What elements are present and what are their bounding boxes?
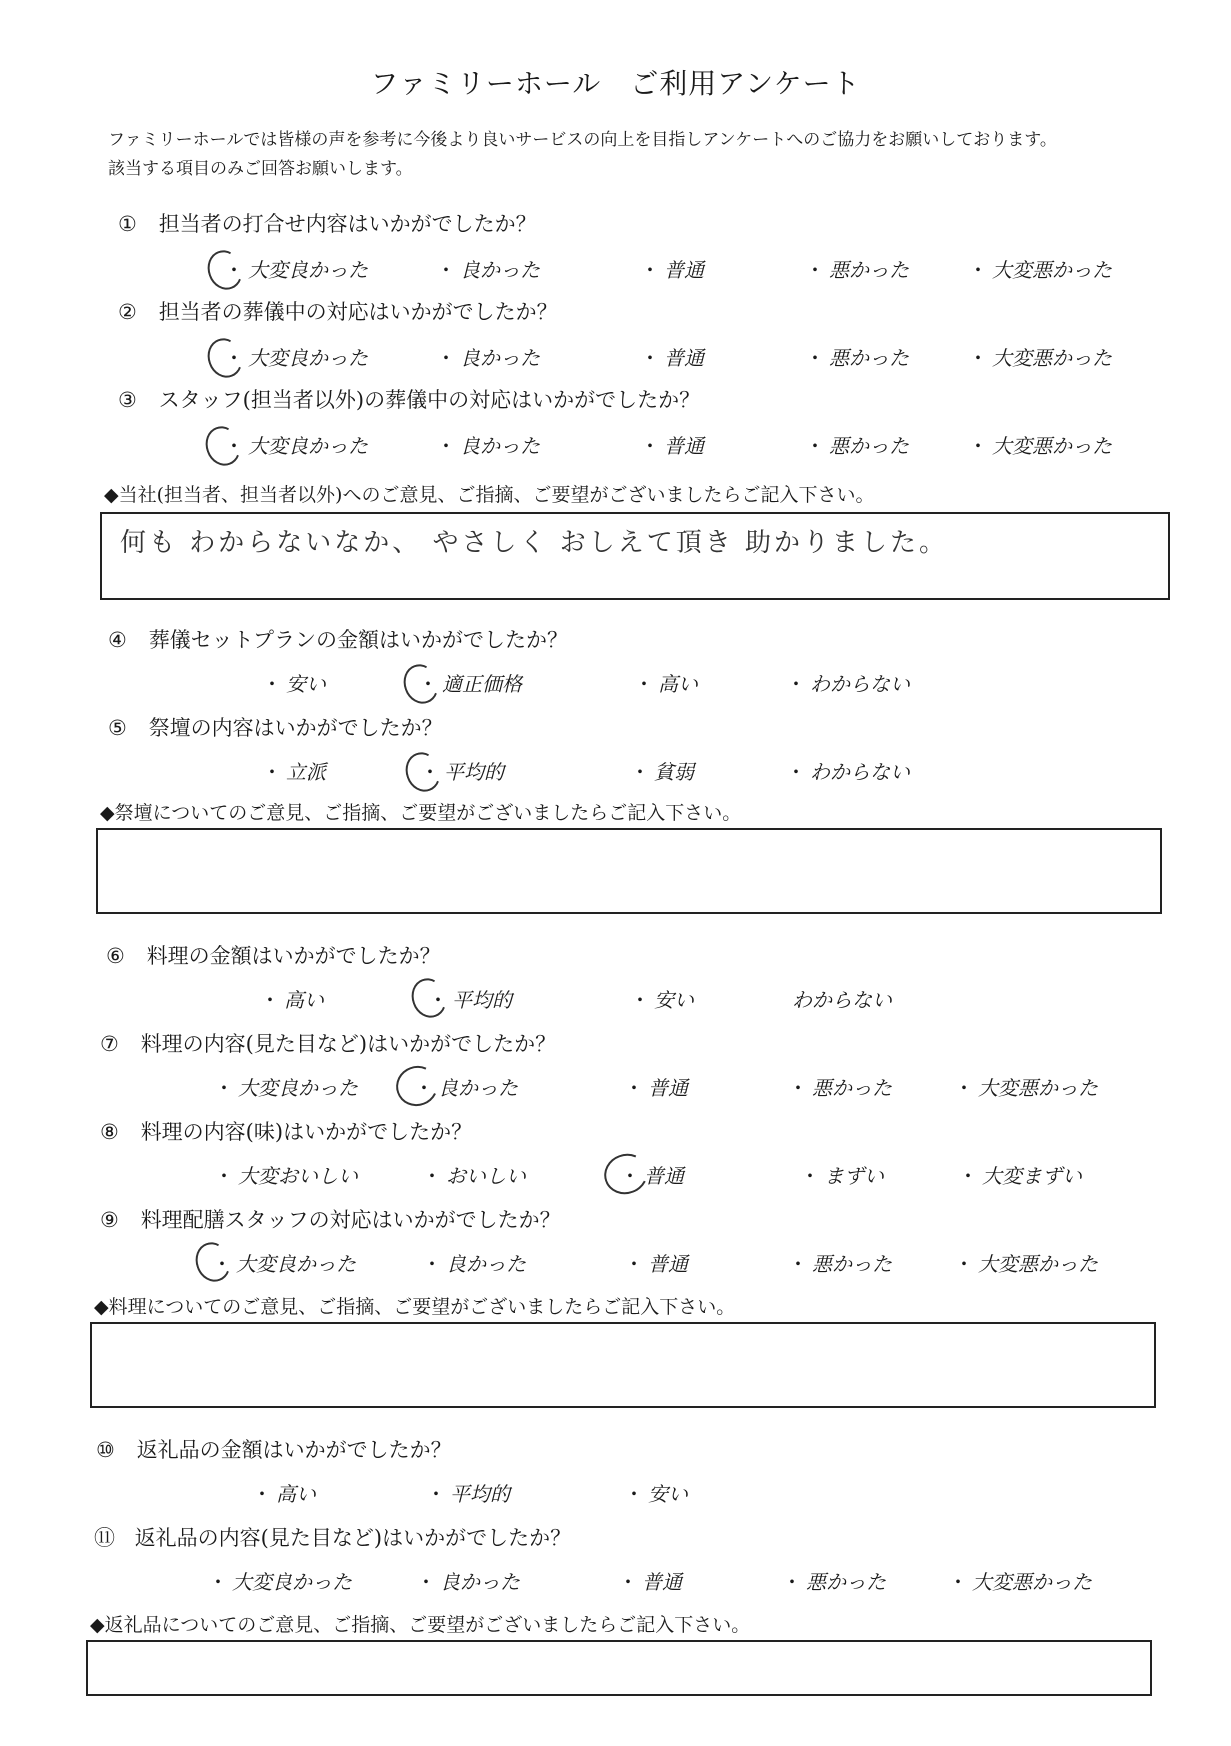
question-number: ⑧ xyxy=(100,1120,119,1144)
option[interactable]: ・ 大変良かった xyxy=(224,434,368,458)
option[interactable]: ・ 平均的 xyxy=(420,760,504,784)
option[interactable]: ・ おいしい xyxy=(422,1164,526,1188)
question-5 xyxy=(108,712,443,742)
question-1-options xyxy=(0,254,1231,284)
option[interactable]: ・ 大変悪かった xyxy=(948,1570,1092,1594)
question-4 xyxy=(108,624,568,654)
question-8 xyxy=(100,1116,472,1146)
option[interactable]: ・ 安い xyxy=(624,1482,688,1506)
comment-label-food: ◆料理についてのご意見、ご指摘、ご要望がございましたらご記入下さい。 xyxy=(94,1296,736,1318)
question-number: ⑪ xyxy=(94,1526,115,1550)
question-7 xyxy=(100,1028,556,1058)
option[interactable]: ・ 良かった xyxy=(436,258,540,282)
question-text: 料理の金額はいかがでしたか？ xyxy=(146,944,441,968)
option[interactable]: ・ 貧弱 xyxy=(630,760,694,784)
question-text: 料理の内容(見た目など)はいかがでしたか？ xyxy=(140,1032,557,1056)
question-3-options xyxy=(0,430,1231,460)
option[interactable]: ・ 高い xyxy=(634,672,698,696)
survey-intro xyxy=(108,126,1188,184)
option[interactable]: ・ 大変悪かった xyxy=(954,1252,1098,1276)
option[interactable]: ・ 立派 xyxy=(262,760,326,784)
survey-title: ファミリーホール ご利用アンケート xyxy=(370,67,861,100)
option[interactable]: ・ 安い xyxy=(262,672,326,696)
option[interactable]: ・ 大変悪かった xyxy=(954,1076,1098,1100)
option[interactable]: ・ 大変おいしい xyxy=(214,1164,358,1188)
question-7-options xyxy=(0,1072,1231,1102)
question-text: 料理の内容(味)はいかがでしたか？ xyxy=(140,1120,473,1144)
comment-box-gift[interactable] xyxy=(86,1640,1152,1696)
option[interactable]: ・ わからない xyxy=(786,760,910,784)
question-text: 葬儀セットプランの金額はいかがでしたか？ xyxy=(148,628,569,652)
option[interactable]: ・ 普通 xyxy=(640,258,704,282)
question-text: 返礼品の内容(見た目など)はいかがでしたか？ xyxy=(134,1526,572,1550)
question-6-options xyxy=(0,984,1231,1014)
option[interactable]: ・ 平均的 xyxy=(428,988,512,1012)
option[interactable]: ・ 大変悪かった xyxy=(968,258,1112,282)
comment-label-altar: ◆祭壇についてのご意見、ご指摘、ご要望がございましたらご記入下さい。 xyxy=(100,802,742,824)
question-text: 担当者の葬儀中の対応はいかがでしたか？ xyxy=(158,300,558,324)
question-11 xyxy=(94,1522,571,1552)
option[interactable]: ・ 大変良かった xyxy=(208,1570,352,1594)
option[interactable]: ・ 悪かった xyxy=(805,346,909,370)
question-number: ① xyxy=(118,212,137,236)
option[interactable]: ・ 普通 xyxy=(624,1076,688,1100)
question-number: ⑦ xyxy=(100,1032,119,1056)
option[interactable]: ・ 適正価格 xyxy=(418,672,522,696)
option[interactable]: ・ 悪かった xyxy=(788,1076,892,1100)
question-text: 返礼品の金額はいかがでしたか？ xyxy=(136,1438,452,1462)
question-10-options xyxy=(0,1478,1231,1508)
comment-label-company: ◆当社(担当者、担当者以外)へのご意見、ご指摘、ご要望がございましたらご記入下さい。 xyxy=(104,484,875,506)
comment-box-company[interactable] xyxy=(100,512,1170,600)
option[interactable]: ・ 安い xyxy=(630,988,694,1012)
option[interactable]: ・ 大変良かった xyxy=(214,1076,358,1100)
question-9 xyxy=(100,1204,561,1234)
question-text: 料理配膳スタッフの対応はいかがでしたか？ xyxy=(140,1208,561,1232)
option[interactable]: ・ 良かった xyxy=(436,346,540,370)
question-2 xyxy=(118,296,558,326)
question-number: ② xyxy=(118,300,137,324)
question-text: 祭壇の内容はいかがでしたか？ xyxy=(148,716,443,740)
option[interactable]: ・ 普通 xyxy=(620,1164,684,1188)
question-number: ⑨ xyxy=(100,1208,119,1232)
question-number: ⑥ xyxy=(106,944,125,968)
option[interactable]: ・ 高い xyxy=(252,1482,316,1506)
option[interactable]: ・ 普通 xyxy=(640,434,704,458)
handwritten-answer: 何も わからないなか、 やさしく おしえて頂き 助かりました。 xyxy=(120,528,949,558)
option[interactable]: ・ まずい xyxy=(800,1164,884,1188)
comment-box-altar[interactable] xyxy=(96,828,1162,914)
option[interactable]: ・ 大変良かった xyxy=(224,258,368,282)
question-number: ④ xyxy=(108,628,127,652)
question-8-options xyxy=(0,1160,1231,1190)
option[interactable]: ・ 大変まずい xyxy=(958,1164,1082,1188)
question-9-options xyxy=(0,1248,1231,1278)
option[interactable]: ・ 大変悪かった xyxy=(968,346,1112,370)
intro-line-1: ファミリーホールでは皆様の声を参考に今後より良いサービスの向上を目指しアンケートへのご協力をお願いしております。 xyxy=(108,130,1057,150)
question-number: ⑩ xyxy=(96,1438,115,1462)
option[interactable]: ・ 悪かった xyxy=(782,1570,886,1594)
question-text: スタッフ(担当者以外)の葬儀中の対応はいかがでしたか？ xyxy=(158,388,701,412)
option[interactable]: ・ 良かった xyxy=(416,1570,520,1594)
option[interactable]: ・ 普通 xyxy=(640,346,704,370)
option[interactable]: ・ 普通 xyxy=(618,1570,682,1594)
option[interactable]: ・ わからない xyxy=(786,672,910,696)
question-5-options xyxy=(0,756,1231,786)
question-10 xyxy=(96,1434,452,1464)
question-number: ③ xyxy=(118,388,137,412)
option[interactable]: ・ 悪かった xyxy=(805,258,909,282)
option[interactable]: ・ 大変良かった xyxy=(224,346,368,370)
comment-label-gift: ◆返礼品についてのご意見、ご指摘、ご要望がございましたらご記入下さい。 xyxy=(90,1614,751,1636)
question-number: ⑤ xyxy=(108,716,127,740)
question-6 xyxy=(106,940,441,970)
option[interactable]: ・ 悪かった xyxy=(805,434,909,458)
option[interactable]: ・ 良かった xyxy=(422,1252,526,1276)
option[interactable]: ・ 大変良かった xyxy=(212,1252,356,1276)
option[interactable]: ・ 悪かった xyxy=(788,1252,892,1276)
option[interactable]: ・ 平均的 xyxy=(426,1482,510,1506)
question-text: 担当者の打合せ内容はいかがでしたか？ xyxy=(158,212,537,236)
intro-line-2: 該当する項目のみご回答お願いします。 xyxy=(108,159,413,179)
option[interactable]: ・ 良かった xyxy=(436,434,540,458)
option[interactable]: ・ 良かった xyxy=(414,1076,518,1100)
question-2-options xyxy=(0,342,1231,372)
question-3 xyxy=(118,384,700,414)
option[interactable]: ・ 大変悪かった xyxy=(968,434,1112,458)
comment-box-food[interactable] xyxy=(90,1322,1156,1408)
question-11-options xyxy=(0,1566,1231,1596)
option[interactable]: わからない xyxy=(792,988,892,1012)
question-1 xyxy=(118,208,537,238)
option[interactable]: ・ 高い xyxy=(260,988,324,1012)
question-4-options xyxy=(0,668,1231,698)
option[interactable]: ・ 普通 xyxy=(624,1252,688,1276)
